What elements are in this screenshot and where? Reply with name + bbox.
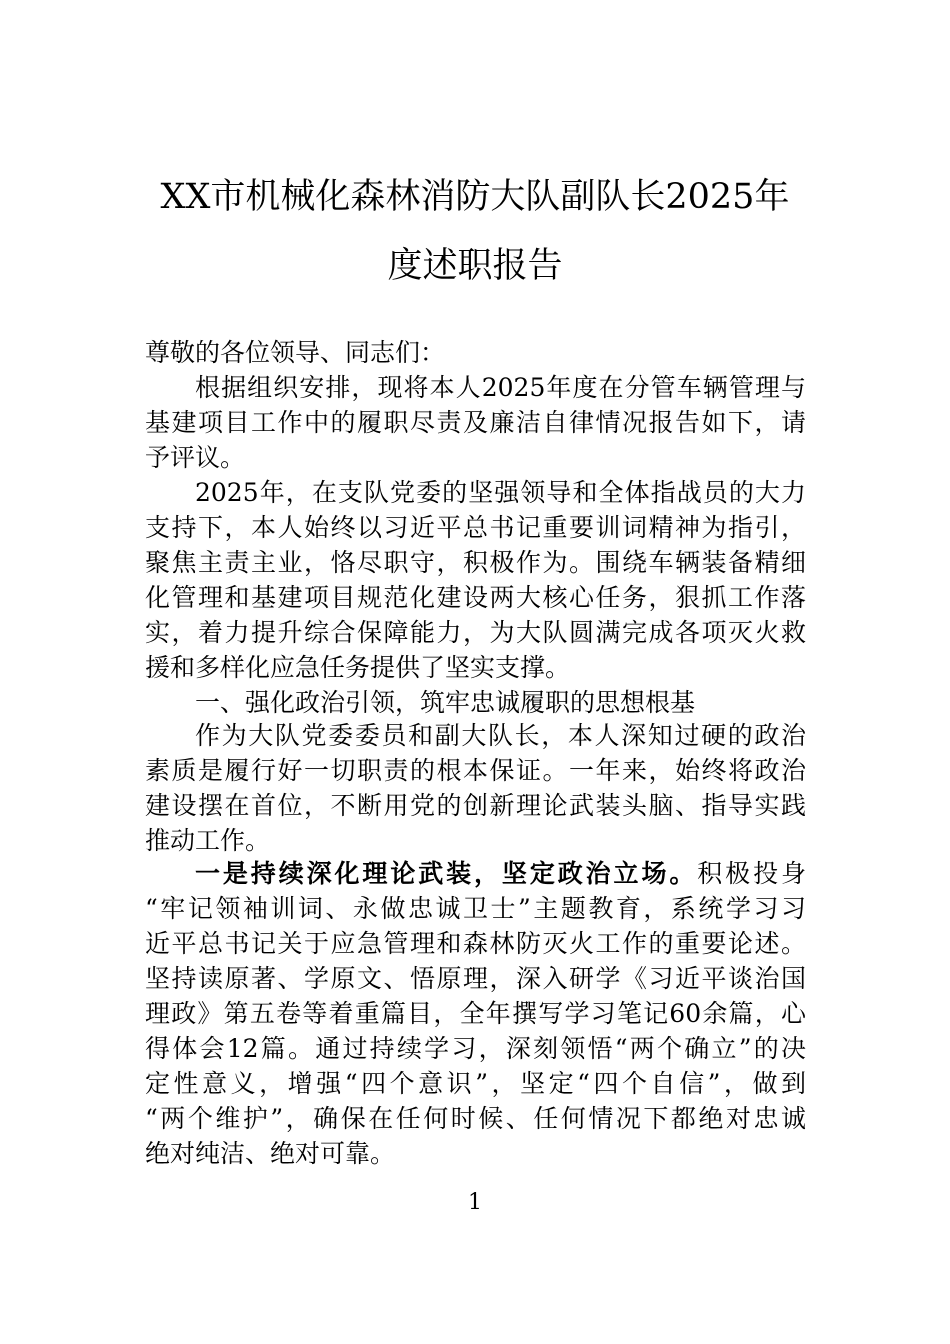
paragraph-2-line: 援和多样化应急任务提供了坚实支撑。 (145, 653, 571, 682)
paragraph-4-line: 定性意义，增强“四个意识”，坚定“四个自信”，做到 (145, 1069, 806, 1098)
paragraph-4-line: 绝对纯洁、绝对可靠。 (145, 1139, 396, 1168)
paragraph-1-line: 予评议。 (145, 443, 246, 472)
paragraph-3-line: 作为大队党委委员和副大队长，本人深知过硬的政治 (195, 721, 806, 750)
salutation: 尊敬的各位领导、同志们： (145, 338, 446, 367)
paragraph-4-line: “两个维护”，确保在任何时候、任何情况下都绝对忠诚 (145, 1104, 806, 1133)
paragraph-3-line: 素质是履行好一切职责的根本保证。一年来，始终将政治 (145, 756, 806, 785)
paragraph-4-line: “牢记领袖训词、永做忠诚卫士”主题教育，系统学习习 (145, 894, 806, 923)
section-heading-1: 一、强化政治引领，筑牢忠诚履职的思想根基 (195, 688, 696, 717)
paragraph-4-bold-lead: 一是持续深化理论武装，坚定政治立场。 (195, 859, 698, 888)
paragraph-4-line: 近平总书记关于应急管理和森林防灭火工作的重要论述。 (145, 929, 806, 958)
paragraph-1-line: 根据组织安排，现将本人2025年度在分管车辆管理与 (195, 373, 806, 402)
paragraph-4-line: 理政》第五卷等着重篇目，全年撰写学习笔记60余篇，心 (145, 999, 806, 1028)
paragraph-2-line: 聚焦主责主业，恪尽职守，积极作为。围绕车辆装备精细 (145, 548, 806, 577)
paragraph-2-line: 化管理和基建项目规范化建设两大核心任务，狠抓工作落 (145, 583, 806, 612)
paragraph-1-line: 基建项目工作中的履职尽责及廉洁自律情况报告如下，请 (145, 408, 806, 437)
paragraph-3-line: 推动工作。 (145, 826, 271, 855)
document-title-line-1: XX市机械化森林消防大队副队长2025年 (160, 177, 790, 217)
paragraph-2-line: 支持下，本人始终以习近平总书记重要训词精神为指引， (145, 513, 806, 542)
paragraph-4-line: 得体会12篇。通过持续学习，深刻领悟“两个确立”的决 (145, 1034, 806, 1063)
paragraph-2-line: 2025年，在支队党委的坚强领导和全体指战员的大力 (195, 478, 806, 507)
paragraph-4-line (195, 859, 806, 889)
paragraph-4-lead-rest: 积极投身 (697, 859, 806, 888)
paragraph-4-line: 坚持读原著、学原文、悟原理，深入研学《习近平谈治国 (145, 964, 806, 993)
page-number: 1 (468, 1190, 482, 1215)
paragraph-2-line: 实，着力提升综合保障能力，为大队圆满完成各项灭火救 (145, 618, 806, 647)
paragraph-3-line: 建设摆在首位，不断用党的创新理论武装头脑、指导实践 (145, 791, 806, 820)
document-title-line-2: 度述职报告 (387, 246, 563, 286)
